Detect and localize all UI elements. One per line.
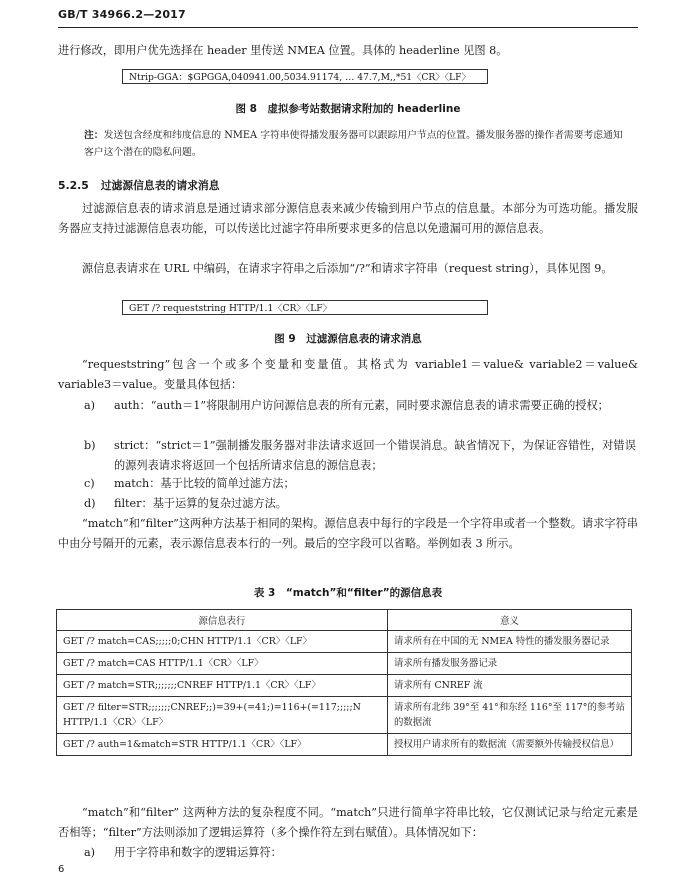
section-number: 5.2.5	[58, 179, 89, 192]
table-cell-meaning: 请求所有 CNREF 流	[388, 675, 632, 697]
table-row	[57, 697, 632, 734]
privacy-note	[84, 127, 632, 161]
table-cell-meaning: 请求所有播发服务器记录	[388, 653, 632, 675]
table3	[56, 609, 632, 756]
table-cell-meaning: 请求所有在中国的无 NMEA 特性的播发服务器记录	[388, 631, 632, 653]
table-cell-meaning: 授权用户请求所有的数据流（需要额外传输授权信息）	[388, 734, 632, 756]
table-header-cell: 意义	[388, 610, 632, 631]
header-rule	[58, 27, 638, 28]
table-row	[57, 675, 632, 697]
paragraph-2: 源信息表请求在 URL 中编码，在请求字符串之后添加“/?”和请求字符串（request string），具体见图 9。	[82, 262, 613, 275]
list-text: strict：“strict＝1”强制播发服务器对非法请求返回一个错误消息。缺省情况下，为保证容错性，对错误的源列表请求将返回一个包括所请求信息的源信息表；	[114, 439, 636, 472]
intro-paragraph: 进行修改，即用户优先选择在 header 里传送 NMEA 位置。具体的 headerline 见图 8。	[58, 44, 508, 57]
page-number: 6	[58, 864, 65, 875]
standard-code: GB/T 34966.2—2017	[58, 8, 186, 21]
table-cell-request: GET /? match=STR;;;;;;;CNREF HTTP/1.1〈CR〉〈LF〉	[57, 675, 388, 697]
figure9-caption: 图 9 过滤源信息表的请求消息	[274, 333, 422, 345]
table-cell-request: GET /? match=CAS;;;;;0;CHN HTTP/1.1〈CR〉〈LF〉	[57, 631, 388, 653]
list-text: filter：基于运算的复杂过滤方法。	[114, 497, 287, 510]
list-mark: a)	[84, 399, 96, 412]
figure9-code-box: GET /? requeststring HTTP/1.1〈CR〉〈LF〉	[122, 300, 488, 315]
list-text: 用于字符串和数字的逻辑运算符：	[114, 846, 282, 859]
table-row	[57, 631, 632, 653]
table-header-cell: 源信息表行	[57, 610, 388, 631]
section-title: 过滤源信息表的请求消息	[100, 179, 220, 192]
table-cell-request: GET /? filter=STR;;;;;;;CNREF;;)=39+(=41;)=116+(=117;;;;;N HTTP/1.1〈CR〉〈LF〉	[57, 697, 388, 734]
list-item-strict	[84, 436, 636, 476]
list-mark: a)	[84, 846, 96, 859]
list-mark: d)	[84, 497, 96, 510]
table-cell-request: GET /? match=CAS HTTP/1.1〈CR〉〈LF〉	[57, 653, 388, 675]
figure8-code-box: Ntrip-GGA：$GPGGA,040941.00,5034.91174, … 47.7,M,,*51〈CR〉〈LF〉	[122, 69, 488, 84]
list-item-filter	[84, 494, 636, 514]
list-mark: c)	[84, 477, 95, 490]
list-item-auth	[84, 396, 636, 416]
note-text: 发送包含经度和纬度信息的 NMEA 字符串使得播发服务器可以跟踪用户节点的位置。播发服务器的操作者需要考虑通知客户这个潜在的隐私问题。	[84, 130, 623, 158]
list-item-match	[84, 474, 636, 494]
figure8-caption: 图 8 虚拟参考站数据请求附加的 headerline	[235, 103, 461, 115]
paragraph-5: “match”和“filter” 这两种方法的复杂程度不同。“match”只进行简单字符串比较，它仅测试记录与给定元素是否相等；“filter”方法则添加了逻辑运算符（多个操作符左到右赋值）。具体情况如下：	[58, 806, 638, 839]
list-mark: b)	[84, 439, 96, 452]
list-text: auth：“auth＝1”将限制用户访问源信息表的所有元素，同时要求源信息表的请求需要正确的授权；	[114, 399, 609, 412]
table3-caption: 表 3 “match”和“filter”的源信息表	[253, 587, 443, 599]
list-item-logic-operators	[84, 843, 636, 863]
paragraph-3: “requeststring”包含一个或多个变量和变量值。其格式为 variable1＝value& variable2＝value& variable3＝value。变量具体包括：	[58, 358, 638, 391]
list-text: match：基于比较的简单过滤方法；	[114, 477, 295, 490]
paragraph-1: 过滤源信息表的请求消息是通过请求部分源信息表来减少传输到用户节点的信息量。本部分为可选功能。播发服务器应支持过滤源信息表功能，可以传送比过滤字符串所要求更多的信息以免遗漏可用的源信息表。	[58, 202, 638, 235]
section-heading	[58, 178, 220, 193]
paragraph-4: “match”和“filter”这两种方法基于相同的架构。源信息表中每行的字段是一个字符串或者一个整数。请求字符串中由分号隔开的元素，表示源信息表本行的一列。最后的空字段可以省略。举例如表 3 所示。	[58, 517, 638, 550]
note-label: 注：	[84, 130, 104, 141]
table-cell-request: GET /? auth=1&match=STR HTTP/1.1〈CR〉〈LF〉	[57, 734, 388, 756]
table-cell-meaning: 请求所有北纬 39°至 41°和东经 116°至 117°的参考站的数据流	[388, 697, 632, 734]
table-header-row	[57, 610, 632, 631]
table-row	[57, 653, 632, 675]
table-row	[57, 734, 632, 756]
